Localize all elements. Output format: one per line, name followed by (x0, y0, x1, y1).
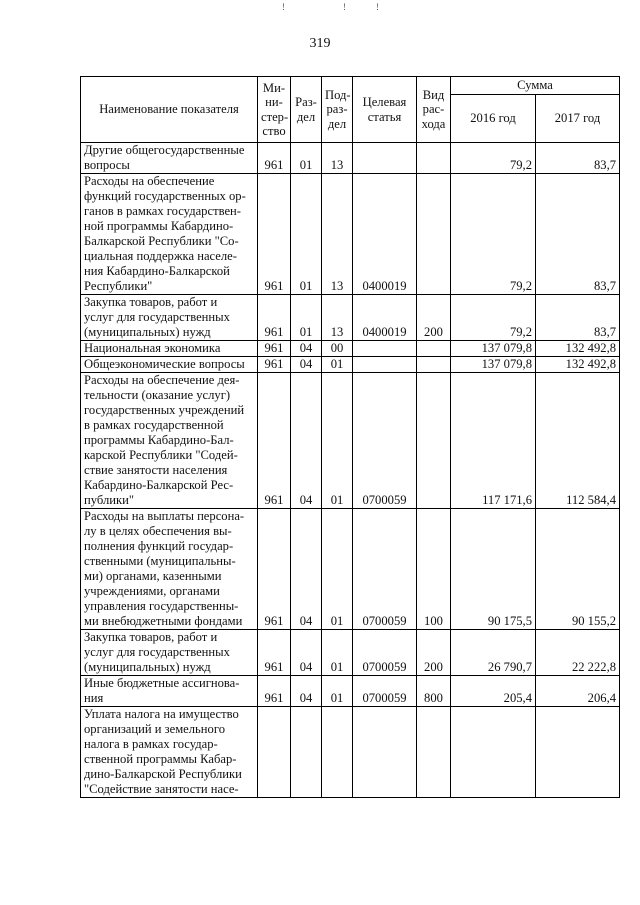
row-name: Расходы на обеспечение дея- тельности (оказание услуг) государственных учреждений в рамках государственной программы Кабардино-Бал- карской Республики "Содей- ствие занятости населения Кабардино-Балкарской Рес- публики" (81, 373, 258, 509)
row-value-2017 (536, 707, 620, 798)
row-name: Уплата налога на имущество организаций и земельного налога в рамках государ- ственной программы Кабар- дино-Балкарской Республики "Содействие занятости насе- (81, 707, 258, 798)
header-ministry: Ми- ни- стер- ство (258, 77, 291, 143)
row-subsection (322, 707, 353, 798)
row-value-2016: 90 175,5 (451, 509, 536, 630)
row-expense-type: 800 (417, 676, 451, 707)
row-ministry: 961 (258, 295, 291, 341)
row-value-2016: 137 079,8 (451, 357, 536, 373)
row-subsection: 01 (322, 357, 353, 373)
row-value-2016: 79,2 (451, 174, 536, 295)
row-target: 0400019 (353, 174, 417, 295)
table-row (81, 509, 620, 630)
row-value-2016: 79,2 (451, 143, 536, 174)
row-value-2017: 83,7 (536, 295, 620, 341)
row-ministry: 961 (258, 509, 291, 630)
table-body (81, 143, 620, 798)
row-ministry (258, 707, 291, 798)
row-subsection: 01 (322, 630, 353, 676)
row-value-2017: 22 222,8 (536, 630, 620, 676)
row-target: 0700059 (353, 373, 417, 509)
row-subsection: 01 (322, 373, 353, 509)
table-row (81, 357, 620, 373)
row-expense-type (417, 373, 451, 509)
table-row (81, 295, 620, 341)
scan-mark: ! (343, 2, 346, 12)
row-name: Национальная экономика (81, 341, 258, 357)
row-target: 0400019 (353, 295, 417, 341)
row-subsection: 13 (322, 143, 353, 174)
row-expense-type (417, 357, 451, 373)
row-ministry: 961 (258, 341, 291, 357)
row-section: 04 (291, 373, 322, 509)
row-value-2017: 112 584,4 (536, 373, 620, 509)
row-value-2016: 26 790,7 (451, 630, 536, 676)
row-value-2016 (451, 707, 536, 798)
scan-mark: ! (376, 2, 379, 12)
row-name: Иные бюджетные ассигнова- ния (81, 676, 258, 707)
table-header (81, 77, 620, 143)
row-value-2017: 83,7 (536, 174, 620, 295)
row-name: Закупка товаров, работ и услуг для государственных (муниципальных) нужд (81, 295, 258, 341)
table-row (81, 373, 620, 509)
row-expense-type (417, 707, 451, 798)
row-target (353, 143, 417, 174)
row-section (291, 707, 322, 798)
row-ministry: 961 (258, 357, 291, 373)
row-expense-type (417, 174, 451, 295)
row-section: 01 (291, 295, 322, 341)
row-target (353, 341, 417, 357)
row-ministry: 961 (258, 630, 291, 676)
row-target (353, 357, 417, 373)
row-section: 04 (291, 509, 322, 630)
row-section: 01 (291, 143, 322, 174)
row-section: 04 (291, 357, 322, 373)
row-value-2016: 205,4 (451, 676, 536, 707)
row-value-2017: 90 155,2 (536, 509, 620, 630)
row-target: 0700059 (353, 630, 417, 676)
row-section: 04 (291, 676, 322, 707)
header-section: Раз- дел (291, 77, 322, 143)
row-value-2017: 83,7 (536, 143, 620, 174)
row-name: Расходы на обеспечение функций государственных ор- ганов в рамках государствен- ной программы Кабардино- Балкарской Республики "Со- циальная поддержка населе- ния Кабардино-Балкарской Республики" (81, 174, 258, 295)
row-value-2016: 117 171,6 (451, 373, 536, 509)
row-target: 0700059 (353, 676, 417, 707)
row-expense-type (417, 143, 451, 174)
row-expense-type (417, 341, 451, 357)
row-name: Общеэкономические вопросы (81, 357, 258, 373)
row-value-2017: 132 492,8 (536, 357, 620, 373)
row-subsection: 13 (322, 295, 353, 341)
row-ministry: 961 (258, 676, 291, 707)
row-name: Расходы на выплаты персона- лу в целях обеспечения вы- полнения функций государ- ственными (муниципальны- ми) органами, казенными учреждениями, органами управления государственны- ми внебюджетными фондами (81, 509, 258, 630)
row-section: 04 (291, 630, 322, 676)
row-ministry: 961 (258, 373, 291, 509)
row-value-2016: 79,2 (451, 295, 536, 341)
table-row (81, 630, 620, 676)
row-expense-type: 100 (417, 509, 451, 630)
row-name: Другие общегосударственные вопросы (81, 143, 258, 174)
row-subsection: 00 (322, 341, 353, 357)
header-sum: Сумма (451, 77, 620, 95)
row-ministry: 961 (258, 174, 291, 295)
header-expense-type: Вид рас- хода (417, 77, 451, 143)
row-subsection: 01 (322, 509, 353, 630)
budget-table (80, 76, 620, 798)
table-row (81, 707, 620, 798)
row-target: 0700059 (353, 509, 417, 630)
row-subsection: 13 (322, 174, 353, 295)
header-year-2017: 2017 год (536, 95, 620, 143)
scan-mark: ! (282, 2, 285, 12)
row-target (353, 707, 417, 798)
row-ministry: 961 (258, 143, 291, 174)
row-expense-type: 200 (417, 630, 451, 676)
row-section: 04 (291, 341, 322, 357)
row-name: Закупка товаров, работ и услуг для государственных (муниципальных) нужд (81, 630, 258, 676)
row-expense-type: 200 (417, 295, 451, 341)
table-row (81, 341, 620, 357)
row-section: 01 (291, 174, 322, 295)
table-row (81, 143, 620, 174)
table-row (81, 174, 620, 295)
row-value-2017: 206,4 (536, 676, 620, 707)
header-target: Целевая статья (353, 77, 417, 143)
row-subsection: 01 (322, 676, 353, 707)
header-name: Наименование показателя (81, 77, 258, 143)
row-value-2017: 132 492,8 (536, 341, 620, 357)
row-value-2016: 137 079,8 (451, 341, 536, 357)
header-subsection: Под- раз- дел (322, 77, 353, 143)
scan-marks (0, 2, 640, 16)
header-year-2016: 2016 год (451, 95, 536, 143)
page-number: 319 (309, 36, 331, 51)
table-row (81, 676, 620, 707)
